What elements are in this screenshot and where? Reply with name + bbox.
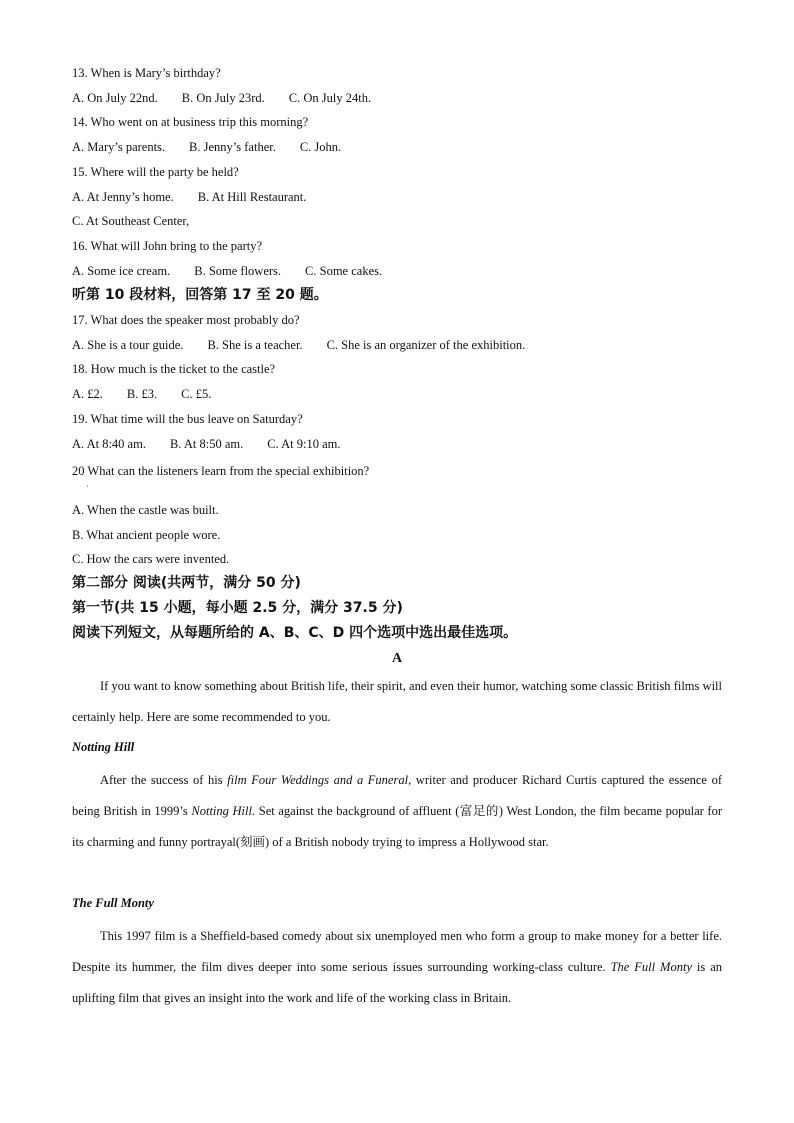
option-c: C. How the cars were invented. (72, 552, 230, 566)
question-14: 14. Who went on at business trip this morning? (72, 115, 309, 129)
option-b: B. What ancient people wore. (72, 528, 221, 542)
option-c: C. At 9:10 am. (267, 437, 341, 451)
passage-label: A (391, 651, 403, 666)
question-19: 19. What time will the bus leave on Saturday? (72, 412, 303, 426)
part-2-heading: 第二部分 阅读(共两节，满分 50 分) (72, 575, 301, 591)
option-b: B. She is a teacher. (207, 338, 303, 352)
question-17: 17. What does the speaker most probably do? (72, 313, 300, 327)
intro-paragraph: If you want to know something about British life, their spirit, and even their humor, watching some classic British films will certainly help. Here are some recommended to you. (72, 679, 722, 724)
full-monty-paragraph: This 1997 film is a Sheffield-based comedy about six unemployed men who form a group to make money for a better life. Despite its hummer, the film dives deeper into some serious issues surrounding working-class culture. The Full Monty is an uplifting film that gives an insight into the work and life of the working class in Britain. (72, 929, 723, 1005)
option-c: C. John. (299, 140, 342, 154)
option-a: A. £2. (72, 387, 103, 401)
option-a: A. She is a tour guide. (72, 338, 184, 352)
options-18 (72, 386, 235, 402)
options-14 (72, 139, 365, 155)
option-a: A. When the castle was built. (72, 503, 219, 517)
option-b: B. At Hill Restaurant. (197, 190, 307, 204)
options-13 (72, 90, 395, 106)
option-b: B. At 8:50 am. (169, 437, 244, 451)
options-17 (72, 337, 549, 353)
option-a: A. At 8:40 am. (72, 437, 146, 451)
film-title-notting-hill: Notting Hill (72, 740, 135, 754)
option-b: B. On July 23rd. (181, 91, 265, 105)
option-b: B. £3. (126, 387, 158, 401)
options-19 (72, 436, 365, 452)
option-b: B. Some flowers. (194, 264, 282, 278)
option-c: C. On July 24th. (288, 91, 372, 105)
option-c: C. She is an organizer of the exhibition. (326, 338, 526, 352)
reading-instruction: 阅读下列短文，从每题所给的 A、B、C、D 四个选项中选出最佳选项。 (72, 625, 518, 641)
option-a: A. Some ice cream. (72, 264, 171, 278)
question-15: 15. Where will the party be held? (72, 165, 239, 179)
option-a: A. On July 22nd. (72, 91, 158, 105)
option-c: C. At Southeast Center, (72, 214, 190, 228)
section-1-heading: 第一节(共 15 小题，每小题 2.5 分，满分 37.5 分) (72, 600, 403, 616)
option-c: C. £5. (181, 387, 212, 401)
option-b: B. Jenny’s father. (189, 140, 276, 154)
question-16: 16. What will John bring to the party? (72, 239, 263, 253)
question-13: 13. When is Mary’s birthday? (72, 66, 221, 80)
film-title-full-monty: The Full Monty (72, 896, 154, 910)
question-20: 20 What can the listeners learn from the special exhibition? (72, 464, 370, 478)
stray-dot: · (86, 482, 89, 491)
option-a: A. At Jenny’s home. (72, 190, 174, 204)
options-15 (72, 189, 330, 205)
option-a: A. Mary’s parents. (72, 140, 166, 154)
question-18: 18. How much is the ticket to the castle? (72, 362, 276, 376)
notting-hill-paragraph: After the success of his film Four Weddings and a Funeral, writer and producer Richard Curtis captured the essence of being British in 1999’s Notting Hill. Set against the background of affluent (富足的) West London, the film became popular for its charming and funny portrayal(刻画) of a British nobody trying to impress a Hollywood star. (72, 773, 722, 849)
option-c: C. Some cakes. (305, 264, 383, 278)
options-16 (72, 263, 406, 279)
section-10-heading: 听第 10 段材料，回答第 17 至 20 题。 (72, 287, 328, 303)
